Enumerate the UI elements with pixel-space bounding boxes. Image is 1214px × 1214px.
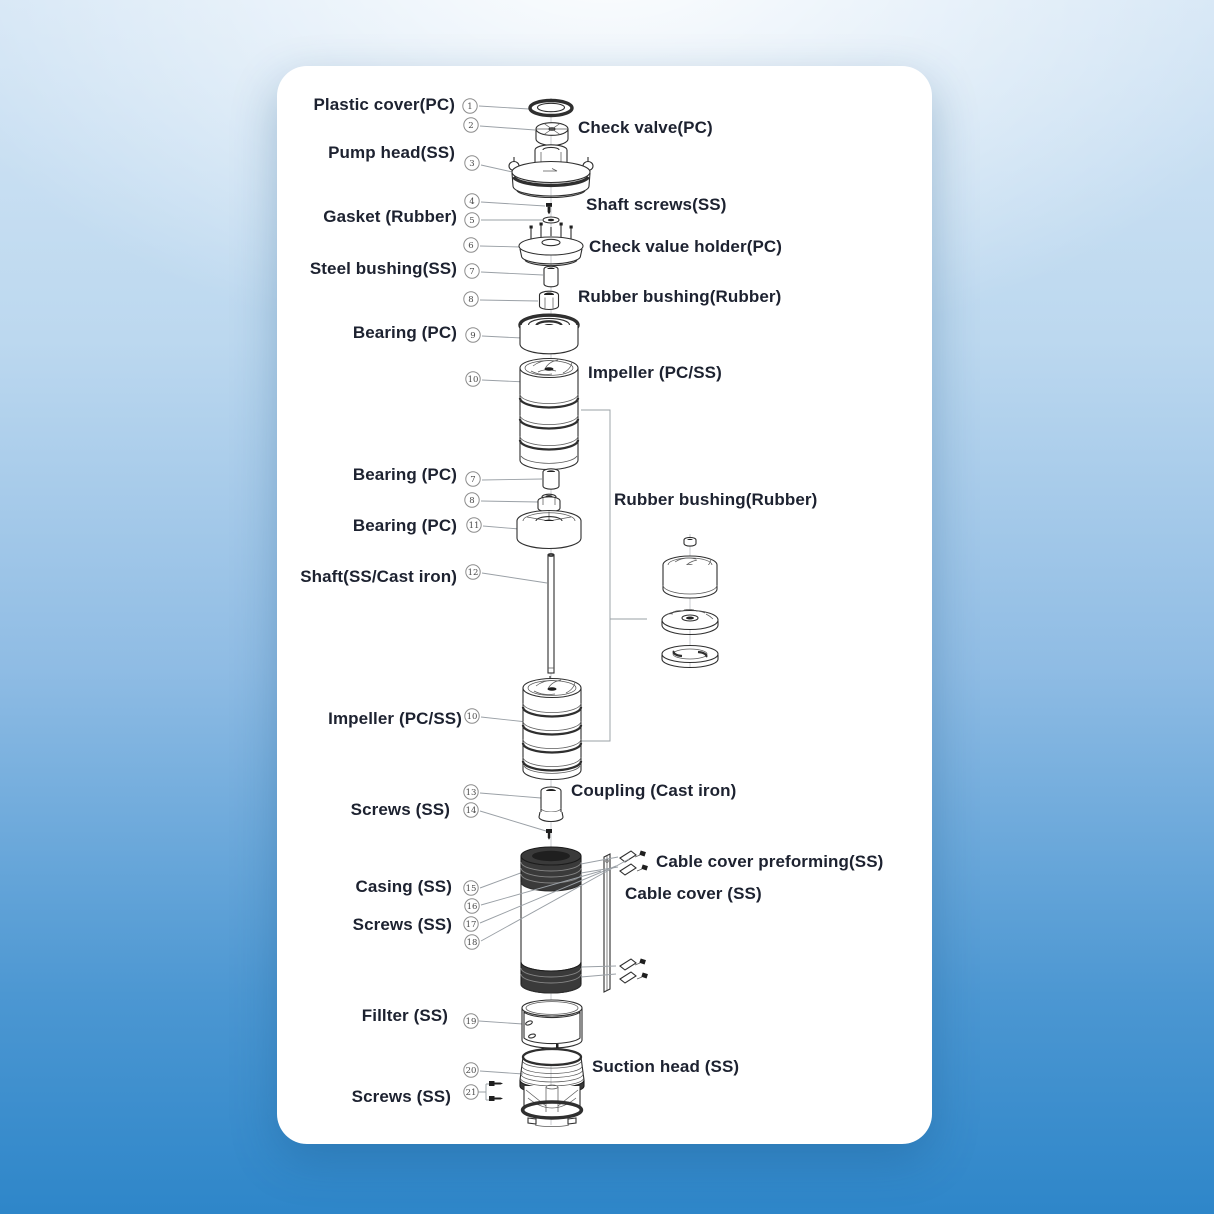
callout-number: 13 <box>465 788 477 798</box>
callout-3 <box>465 156 479 170</box>
callout-13 <box>467 518 481 532</box>
part-label-shaft: Shaft(SS/Cast iron) <box>300 567 457 586</box>
part-label-gasket: Gasket (Rubber) <box>323 207 457 226</box>
callout-2 <box>464 118 478 132</box>
callout-number: 1 <box>467 102 473 112</box>
part-label-cable-cover-preforming: Cable cover preforming(SS) <box>656 852 884 871</box>
part-label-screws-1: Screws (SS) <box>350 800 450 819</box>
part-rubber-bushing-2-small <box>538 494 560 512</box>
callout-number: 10 <box>467 375 479 385</box>
callout-number: 3 <box>469 159 475 169</box>
callout-19 <box>465 899 479 913</box>
part-impeller-stack-1 <box>520 359 578 470</box>
callout-9 <box>466 328 480 342</box>
callout-16 <box>464 785 478 799</box>
callout-8 <box>464 292 478 306</box>
part-label-suction-head: Suction head (SS) <box>592 1057 740 1076</box>
part-label-rubber-bushing-1: Rubber bushing(Rubber) <box>578 287 782 306</box>
part-check-valve <box>536 123 568 146</box>
part-plastic-cover <box>530 101 572 116</box>
part-casing <box>521 847 581 993</box>
callout-number: 8 <box>468 295 474 305</box>
part-label-casing: Casing (SS) <box>355 877 452 896</box>
callout-number: 20 <box>465 1066 477 1076</box>
part-rubber-bushing-small <box>540 291 559 309</box>
callout-number: 15 <box>465 884 477 894</box>
callout-6 <box>464 238 478 252</box>
part-label-coupling: Coupling (Cast iron) <box>571 781 737 800</box>
callout-number: 9 <box>470 331 476 341</box>
part-impeller-stack-2 <box>523 676 581 780</box>
callout-number: 10 <box>466 712 478 722</box>
part-suction-head <box>520 1044 584 1127</box>
part-bearing-2 <box>517 511 581 549</box>
callout-number: 7 <box>470 475 476 485</box>
callout-number: 6 <box>468 241 474 251</box>
callout-number: 7 <box>469 267 475 277</box>
callout-15 <box>465 709 479 723</box>
callout-number: 14 <box>465 806 477 816</box>
part-label-steel-bushing: Steel bushing(SS) <box>309 259 457 278</box>
part-label-shaft-screws: Shaft screws(SS) <box>586 195 727 214</box>
callout-number: 12 <box>467 568 479 578</box>
part-label-bearing-2: Bearing (PC) <box>352 465 457 484</box>
callout-10 <box>466 372 480 386</box>
part-label-impeller-2: Impeller (PC/SS) <box>328 709 462 728</box>
part-bearing-1 <box>520 315 578 354</box>
part-label-check-value-holder: Check value holder(PC) <box>589 237 783 256</box>
callout-24 <box>464 1085 478 1099</box>
part-label-bearing-1: Bearing (PC) <box>352 323 457 342</box>
callout-number: 4 <box>469 197 475 207</box>
part-label-plastic-cover: Plastic cover(PC) <box>313 95 455 114</box>
part-label-cable-cover: Cable cover (SS) <box>625 884 762 903</box>
callout-numbers <box>463 99 481 1099</box>
callout-number: 5 <box>469 216 475 226</box>
part-fillter <box>522 1000 582 1048</box>
callout-number: 11 <box>468 521 480 531</box>
callout-17 <box>464 803 478 817</box>
callout-20 <box>464 917 478 931</box>
callout-1 <box>463 99 477 113</box>
callout-12 <box>465 493 479 507</box>
callout-21 <box>465 935 479 949</box>
callout-23 <box>464 1063 478 1077</box>
part-label-pump-head: Pump head(SS) <box>328 143 455 162</box>
part-label-fillter: Fillter (SS) <box>361 1006 448 1025</box>
callout-number: 8 <box>469 496 475 506</box>
callout-5 <box>465 213 479 227</box>
callout-number: 2 <box>468 121 474 131</box>
callout-number: 18 <box>466 938 478 948</box>
part-label-rubber-bushing-2: Rubber bushing(Rubber) <box>614 490 818 509</box>
callout-11 <box>466 472 480 486</box>
part-bearing-small <box>543 469 559 489</box>
callout-14 <box>466 565 480 579</box>
part-gasket <box>543 217 559 223</box>
callout-4 <box>465 194 479 208</box>
part-screws-bottom <box>489 1081 503 1101</box>
part-coupling <box>539 787 563 822</box>
callout-7 <box>465 264 479 278</box>
part-label-screws-3: Screws (SS) <box>351 1087 451 1106</box>
part-steel-bushing <box>544 266 558 287</box>
callout-22 <box>464 1014 478 1028</box>
part-label-check-valve: Check valve(PC) <box>578 118 713 137</box>
callout-18 <box>464 881 478 895</box>
callout-number: 21 <box>465 1088 477 1098</box>
callout-number: 19 <box>465 1017 477 1027</box>
part-label-bearing-3: Bearing (PC) <box>352 516 457 535</box>
part-shaft <box>548 554 554 673</box>
part-cable-cover-preforming-clips <box>620 850 648 983</box>
callout-number: 16 <box>466 902 478 912</box>
part-label-screws-2: Screws (SS) <box>352 915 452 934</box>
part-cable-cover <box>604 854 610 992</box>
part-label-impeller-1: Impeller (PC/SS) <box>588 363 722 382</box>
callout-number: 17 <box>465 920 477 930</box>
